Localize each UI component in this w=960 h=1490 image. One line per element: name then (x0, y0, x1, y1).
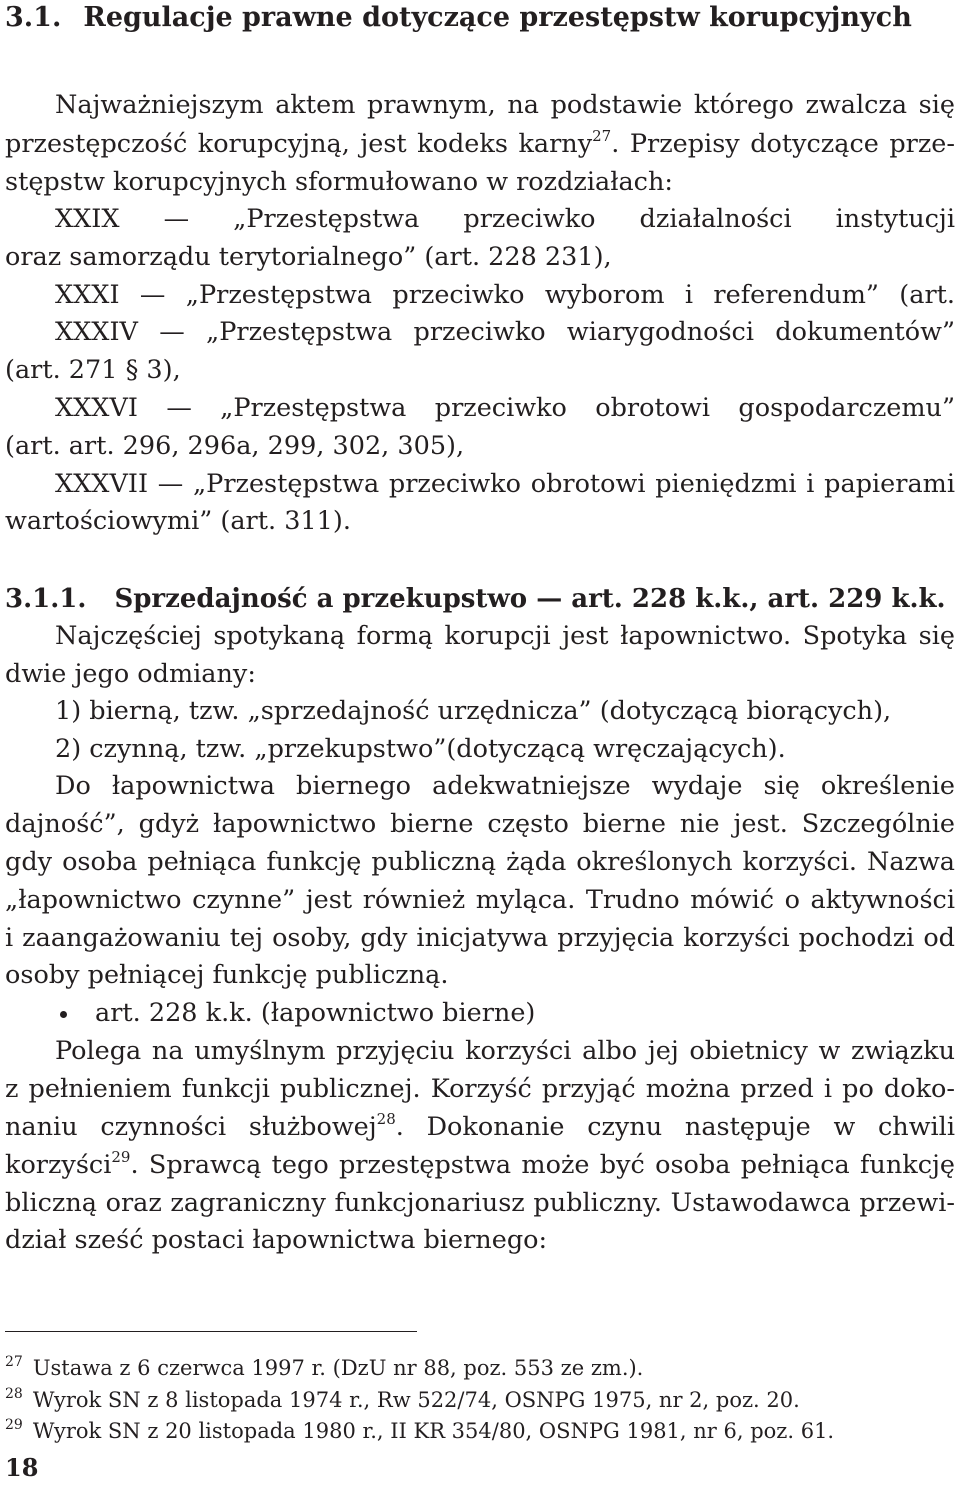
chapter-xxxi-line-1: XXXI — „Przestępstwa przeciwko wyborom i referendum” (art. (55, 280, 955, 310)
chapter-xxxvii-line-2: wartościowymi” (art. 311). (5, 506, 351, 536)
list-item-1: 1) bierną, tzw. „sprzedajność urzędnicza” (dotyczącą biorących), (55, 696, 892, 726)
footnote-ref-27: 27 (592, 127, 612, 145)
footnote-29 (5, 1417, 834, 1445)
para3-line-3: naniu czynności służbowej$^{28}$. Dokonanie czynu następuje w chwili (5, 1110, 955, 1142)
subsection-heading (5, 581, 946, 617)
intro-line-2: przestępczość korupcyjną, jest kodeks karny$^{27}$. Przepisy dotyczące prze- (5, 127, 955, 159)
para3-line-6: dział sześć postaci łapownictwa biernego: (5, 1225, 548, 1255)
chapter-xxxiv-line-2: (art. 271 § 3), (5, 355, 181, 385)
para2-line-1: Do łapownictwa biernego adekwatniejsze wydaje się określenie (55, 771, 955, 801)
chapter-xxix-line-1: XXIX — „Przestępstwa przeciwko działalności instytucji (55, 204, 955, 234)
footnote-ref-29: 29 (111, 1148, 131, 1166)
chapter-xxxvi-line-2: (art. art. 296, 296a, 299, 302, 305), (5, 431, 465, 461)
intro-line-3: stępstw korupcyjnych sformułowano w rozdziałach: (5, 167, 673, 197)
footnote-text: Ustawa z 6 czerwca 1997 r. (DzU nr 88, poz. 553 ze zm.). (32, 1356, 644, 1380)
para3-line-4: korzyści$^{29}$. Sprawcą tego przestępstwa może być osoba pełniąca funkcję (5, 1148, 955, 1180)
footnote-separator (5, 1331, 417, 1332)
para2-line-6: osoby pełniącej funkcję publiczną. (5, 960, 449, 990)
para3-line-1: Polega na umyślnym przyjęciu korzyści albo jej obietnicy w związku (55, 1036, 955, 1066)
bullet-item: art. 228 k.k. (łapownictwo bierne) (95, 998, 536, 1028)
subsection-title: Sprzedajność a przekupstwo — art. 228 k.k., art. 229 k.k. (114, 584, 946, 614)
para1-line-2: dwie jego odmiany: (5, 659, 256, 689)
para3-line-5: bliczną oraz zagraniczny funkcjonariusz publiczny. Ustawodawca przewi- (5, 1188, 955, 1218)
para2-line-5: i zaangażowaniu tej osoby, gdy inicjatywa przyjęcia korzyści pochodzi od (5, 923, 955, 953)
footnote-text: Wyrok SN z 8 listopada 1974 r., Rw 522/74, OSNPG 1975, nr 2, poz. 20. (32, 1388, 800, 1412)
para1-line-1: Najczęściej spotykaną formą korupcji jest łapownictwo. Spotyka się (55, 621, 955, 651)
footnote-number: 29 (5, 1417, 23, 1433)
footnote-number: 27 (5, 1354, 23, 1370)
section-heading (5, 0, 912, 36)
para2-line-2: dajność”, gdyż łapownictwo bierne często bierne nie jest. Szczególnie (5, 809, 955, 839)
list-item-2: 2) czynną, tzw. „przekupstwo”(dotyczącą wręczających). (55, 734, 786, 764)
footnote-text: Wyrok SN z 20 listopada 1980 r., II KR 354/80, OSNPG 1981, nr 6, poz. 61. (32, 1419, 835, 1443)
footnote-27 (5, 1354, 643, 1382)
intro-line-1: Najważniejszym aktem prawnym, na podstawie którego zwalcza się (55, 90, 955, 120)
para3-line-2: z pełnieniem funkcji publicznej. Korzyść przyjąć można przed i po doko- (5, 1074, 955, 1104)
page-number: 18 (5, 1453, 39, 1482)
para2-line-3: gdy osoba pełniąca funkcję publiczną żąda określonych korzyści. Nazwa (5, 847, 955, 877)
footnote-number: 28 (5, 1386, 23, 1402)
footnote-28 (5, 1386, 800, 1414)
subsection-number: 3.1.1. (5, 584, 87, 614)
chapter-xxxvii-line-1: XXXVII — „Przestępstwa przeciwko obrotowi pieniędzmi i papierami (55, 469, 955, 499)
para2-line-4: „łapownictwo czynne” jest również myląca. Trudno mówić o aktywności (5, 885, 955, 915)
footnote-ref-28: 28 (376, 1110, 396, 1128)
bullet-dot (60, 1011, 67, 1018)
section-number: 3.1. (5, 2, 62, 33)
chapter-xxix-line-2: oraz samorządu terytorialnego” (art. 228 231), (5, 242, 612, 272)
section-title: Regulacje prawne dotyczące przestępstw korupcyjnych (83, 2, 912, 33)
chapter-xxxvi-line-1: XXXVI — „Przestępstwa przeciwko obrotowi gospodarczemu” (55, 393, 955, 423)
chapter-xxxiv-line-1: XXXIV — „Przestępstwa przeciwko wiarygodności dokumentów” (55, 317, 955, 347)
